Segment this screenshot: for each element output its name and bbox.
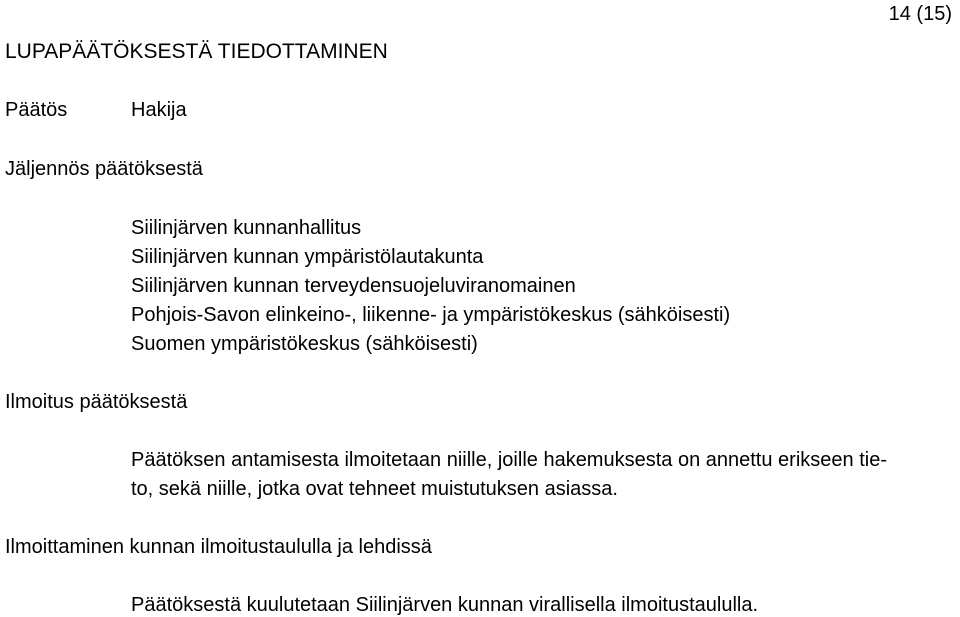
recipient-item: Siilinjärven kunnan ympäristölautakunta: [131, 246, 484, 268]
notice-heading: Ilmoitus päätöksestä: [5, 391, 188, 413]
document-title: LUPAPÄÄTÖKSESTÄ TIEDOTTAMINEN: [5, 40, 388, 63]
page-number: 14 (15): [888, 3, 952, 25]
notice-text-line: Päätöksen antamisesta ilmoitetaan niille, joille hakemuksesta on annettu erikseen tie-: [131, 449, 887, 471]
notice-text-line: to, sekä niille, jotka ovat tehneet muistutuksen asiassa.: [131, 478, 618, 500]
recipient-item: Suomen ympäristökeskus (sähköisesti): [131, 333, 478, 355]
announcement-text: Päätöksestä kuulutetaan Siilinjärven kunnan virallisella ilmoitustaululla.: [131, 594, 759, 616]
copy-heading: Jäljennös päätöksestä: [5, 158, 203, 180]
decision-value: Hakija: [131, 99, 187, 121]
announcement-heading: Ilmoittaminen kunnan ilmoitustaululla ja lehdissä: [5, 536, 432, 558]
recipient-item: Siilinjärven kunnanhallitus: [131, 217, 362, 239]
recipient-item: Siilinjärven kunnan terveydensuojeluviranomainen: [131, 275, 576, 297]
decision-label: Päätös: [5, 99, 68, 121]
recipient-item: Pohjois-Savon elinkeino-, liikenne- ja ympäristökeskus (sähköisesti): [131, 304, 731, 326]
